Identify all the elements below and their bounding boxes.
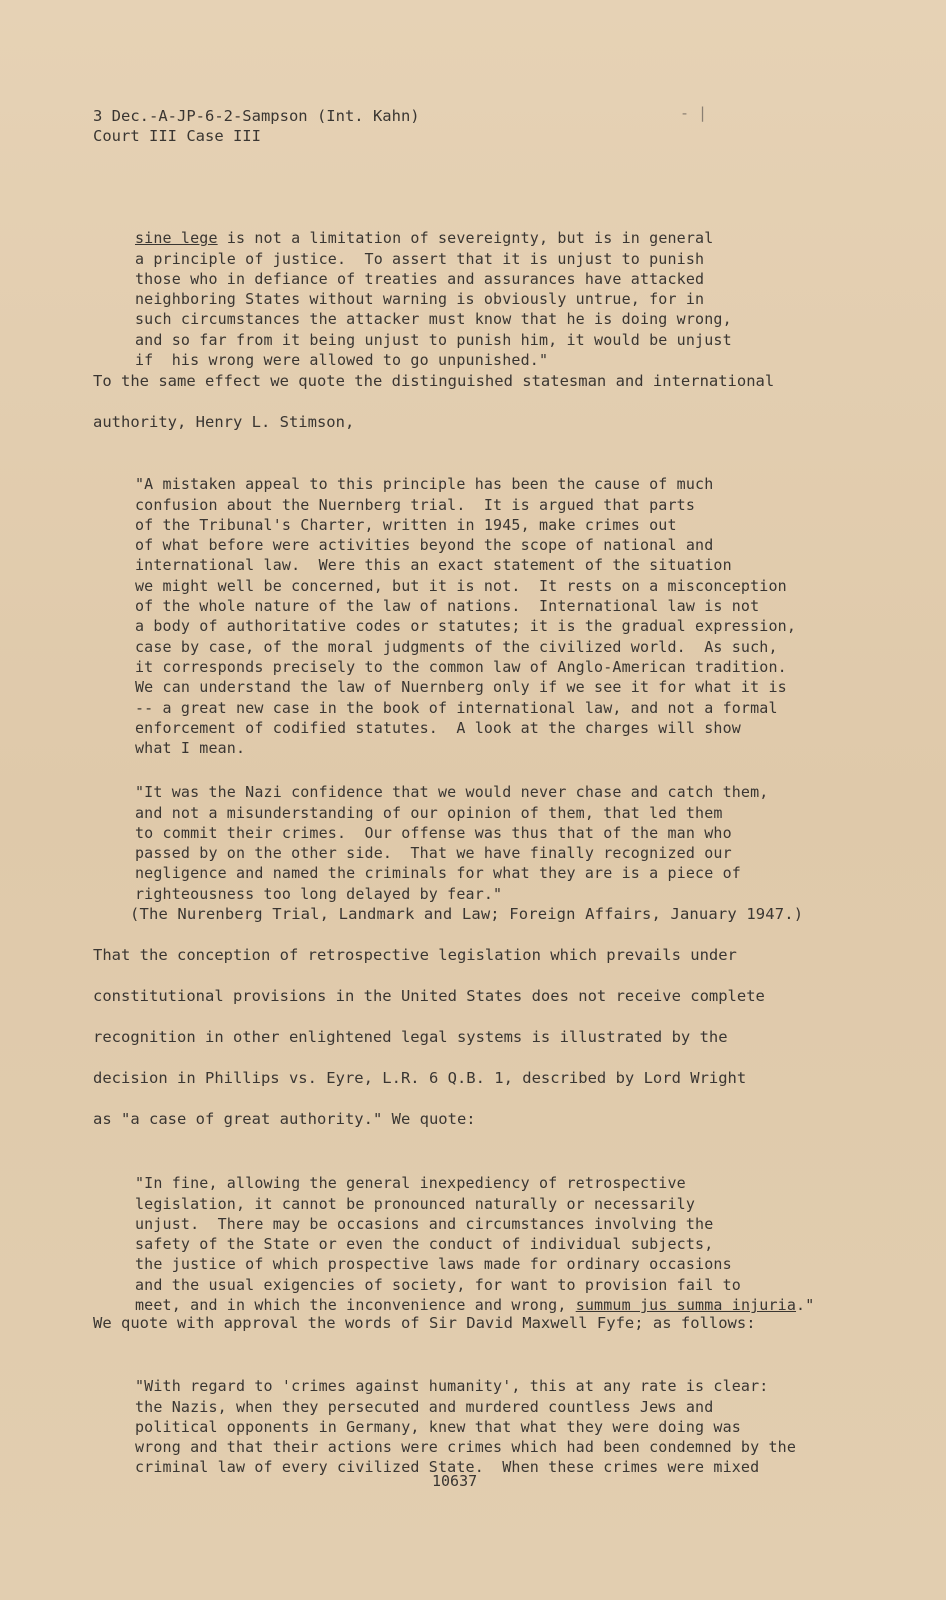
paragraph-line: That the conception of retrospective legislation which prevails under: [93, 946, 737, 964]
quote-line: righteousness too long delayed by fear.": [135, 884, 503, 903]
quote-line: of what before were activities beyond the scope of national and: [135, 536, 714, 555]
quote-line: passed by on the other side. That we have finally recognized our: [135, 844, 732, 863]
quote-4-last-line: [135, 1295, 814, 1315]
quote-line: and the usual exigencies of society, for want to provision fail to: [135, 1275, 741, 1294]
quote-line: "With regard to 'crimes against humanity', this at any rate is clear:: [135, 1377, 769, 1396]
quote-line: criminal law of every civilized State. When these crimes were mixed: [135, 1458, 760, 1477]
paragraph-line: We quote with approval the words of Sir David Maxwell Fyfe; as follows:: [93, 1314, 756, 1332]
quote-line: a principle of justice. To assert that it is unjust to punish: [135, 249, 705, 268]
quote-line: confusion about the Nuernberg trial. It is argued that parts: [135, 495, 696, 514]
quote-line: a body of authoritative codes or statutes; it is the gradual expression,: [135, 617, 797, 636]
quote-line: "It was the Nazi confidence that we would never chase and catch them,: [135, 783, 769, 802]
quote-line: enforcement of codified statutes. A look at the charges will show: [135, 718, 741, 737]
quote-line: unjust. There may be occasions and circumstances involving the: [135, 1214, 714, 1233]
citation: (The Nurenberg Trial, Landmark and Law; Foreign Affairs, January 1947.): [130, 905, 804, 923]
quote-line: case by case, of the moral judgments of the civilized world. As such,: [135, 637, 778, 656]
corner-mark: - |: [680, 104, 708, 122]
quote-line: safety of the State or even the conduct of individual subjects,: [135, 1235, 714, 1254]
quote-line: we might well be concerned, but it is not. It rests on a misconception: [135, 576, 787, 595]
latin-phrase: sine lege: [135, 229, 218, 248]
quote-line: the Nazis, when they persecuted and murdered countless Jews and: [135, 1397, 714, 1416]
quote-line: We can understand the law of Nuernberg only if we see it for what it is: [135, 678, 787, 697]
latin-maxim: summum jus summa injuria: [575, 1296, 797, 1315]
header-line-2: Court III Case III: [93, 127, 261, 145]
paragraph-line: as "a case of great authority." We quote:: [93, 1110, 476, 1128]
quote-line: of the whole nature of the law of nations. International law is not: [135, 597, 760, 616]
quote-line: it corresponds precisely to the common law of Anglo-American tradition.: [135, 657, 787, 676]
quote-line: wrong and that their actions were crimes which had been condemned by the: [135, 1438, 797, 1457]
paragraph-line: constitutional provisions in the United States does not receive complete: [93, 987, 765, 1005]
quote-line: political opponents in Germany, knew that what they were doing was: [135, 1417, 741, 1436]
quote-line: -- a great new case in the book of international law, and not a formal: [135, 698, 778, 717]
quote-line: to commit their crimes. Our offense was thus that of the man who: [135, 823, 732, 842]
quote-line: such circumstances the attacker must know that he is doing wrong,: [135, 310, 732, 329]
quote-line: of the Tribunal's Charter, written in 1945, make crimes out: [135, 515, 677, 534]
header-line-1: 3 Dec.-A-JP-6-2-Sampson (Int. Kahn): [93, 107, 420, 125]
quote-line: neighboring States without warning is obviously untrue, for in: [135, 290, 705, 309]
quote-line: those who in defiance of treaties and assurances have attacked: [135, 269, 705, 288]
quote-line: and not a misunderstanding of our opinion of them, that led them: [135, 803, 723, 822]
paragraph-line: authority, Henry L. Stimson,: [93, 413, 355, 431]
quote-1-first-line-text: is not a limitation of severeignty, but is in general: [217, 229, 714, 248]
quote-line: and so far from it being unjust to punish him, it would be unjust: [135, 330, 732, 349]
quote-4-closing: .": [796, 1296, 815, 1315]
quote-line: "In fine, allowing the general inexpediency of retrospective: [135, 1174, 686, 1193]
quote-line: the justice of which prospective laws made for ordinary occasions: [135, 1255, 732, 1274]
quote-line: what I mean.: [135, 739, 246, 758]
quote-line: "A mistaken appeal to this principle has been the cause of much: [135, 475, 714, 494]
paragraph-line: To the same effect we quote the distinguished statesman and international: [93, 372, 775, 390]
quote-line: if his wrong were allowed to go unpunished.": [135, 351, 549, 370]
paragraph-line: recognition in other enlightened legal systems is illustrated by the: [93, 1028, 728, 1046]
quote-block-2: [135, 454, 796, 799]
quote-4-last-line-text: meet, and in which the inconvenience and wrong,: [135, 1296, 576, 1315]
page-number: 10637: [432, 1472, 478, 1490]
quote-line: legislation, it cannot be pronounced naturally or necessarily: [135, 1194, 696, 1213]
paragraph-line: decision in Phillips vs. Eyre, L.R. 6 Q.B. 1, described by Lord Wright: [93, 1069, 747, 1087]
quote-1-first-line: [135, 228, 732, 248]
quote-line: international law. Were this an exact statement of the situation: [135, 556, 732, 575]
quote-block-5: [135, 1356, 796, 1518]
quote-line: negligence and named the criminals for what they are is a piece of: [135, 864, 741, 883]
